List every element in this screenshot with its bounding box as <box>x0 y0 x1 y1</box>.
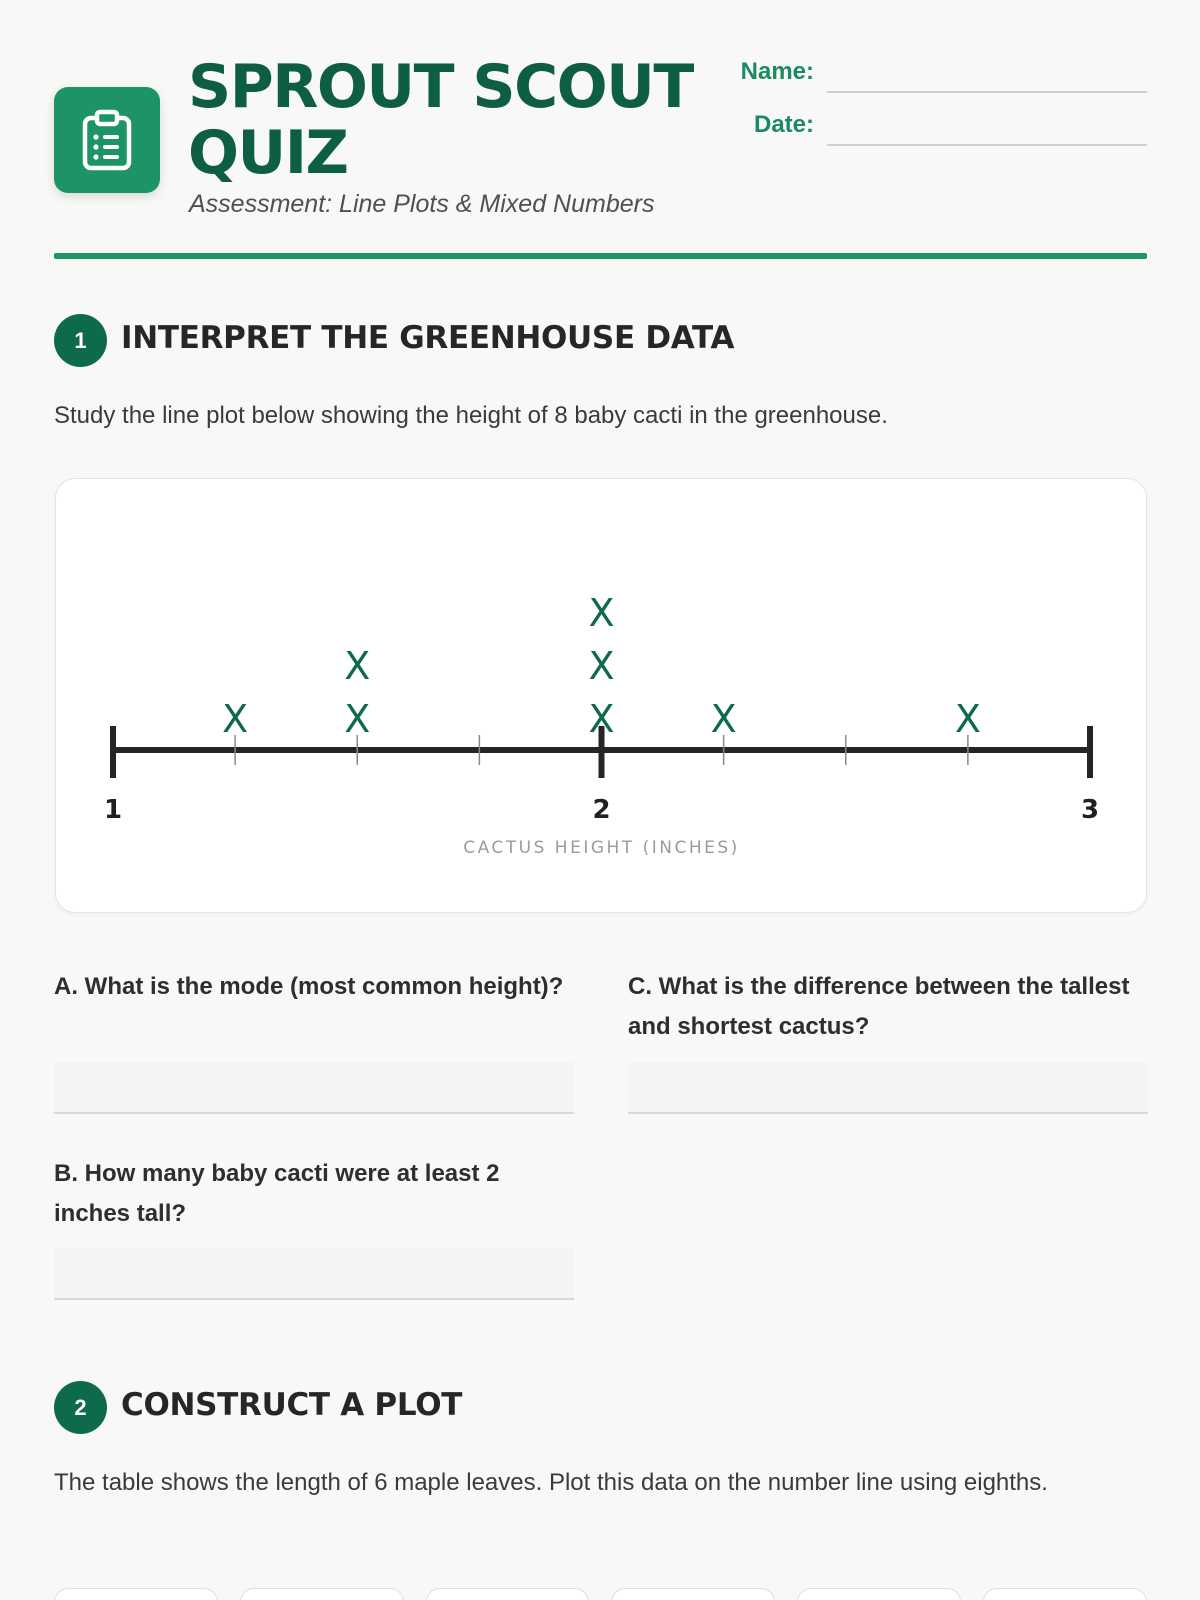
section-number-badge: 2 <box>54 1381 107 1434</box>
line-plot <box>56 479 1148 914</box>
table-cell <box>426 1588 590 1600</box>
tick-label: 3 <box>1080 795 1100 825</box>
data-point-x: X <box>344 644 371 688</box>
quiz-title: SPROUT SCOUT QUIZ <box>188 52 693 188</box>
x-axis-label: CACTUS HEIGHT (INCHES) <box>463 838 740 858</box>
data-point-x: X <box>954 697 981 741</box>
answer-a-input[interactable] <box>54 1062 574 1114</box>
table-cell <box>240 1588 404 1600</box>
tick-label: 2 <box>592 795 611 825</box>
table-cell <box>611 1588 775 1600</box>
section-intro: The table shows the length of 6 maple leaves. Plot this data on the number line using eighths. <box>54 1469 1048 1496</box>
data-point-x: X <box>710 697 737 741</box>
data-point-x: X <box>588 591 615 635</box>
date-field[interactable] <box>827 144 1147 146</box>
section-number-badge: 1 <box>54 314 107 367</box>
section-title: CONSTRUCT A PLOT <box>121 1387 463 1423</box>
table-cell <box>797 1588 961 1600</box>
answer-c-input[interactable] <box>628 1062 1148 1114</box>
header-divider <box>54 253 1147 259</box>
line-plot-card <box>55 478 1147 913</box>
data-point-x: X <box>344 697 371 741</box>
tick-label: 1 <box>103 795 123 825</box>
quiz-subtitle: Assessment: Line Plots & Mixed Numbers <box>189 190 655 218</box>
question-c: C. What is the difference between the tallest and shortest cactus? <box>628 973 1130 1040</box>
data-point-x: X <box>588 644 615 688</box>
section-intro: Study the line plot below showing the height of 8 baby cacti in the greenhouse. <box>54 402 888 429</box>
quiz-logo <box>54 87 160 193</box>
question-a: A. What is the mode (most common height)? <box>54 973 564 1000</box>
date-label: Date: <box>753 111 814 138</box>
data-table-preview <box>54 1588 1147 1600</box>
data-point-x: X <box>222 697 249 741</box>
table-cell <box>54 1588 218 1600</box>
clipboard-icon <box>81 109 133 171</box>
data-point-x: X <box>588 697 615 741</box>
question-b: B. How many baby cacti were at least 2 inches tall? <box>54 1160 500 1227</box>
name-label: Name: <box>740 58 814 85</box>
answer-b-input[interactable] <box>54 1248 574 1300</box>
table-cell <box>983 1588 1147 1600</box>
section-title: INTERPRET THE GREENHOUSE DATA <box>121 320 735 356</box>
name-field[interactable] <box>827 91 1147 93</box>
